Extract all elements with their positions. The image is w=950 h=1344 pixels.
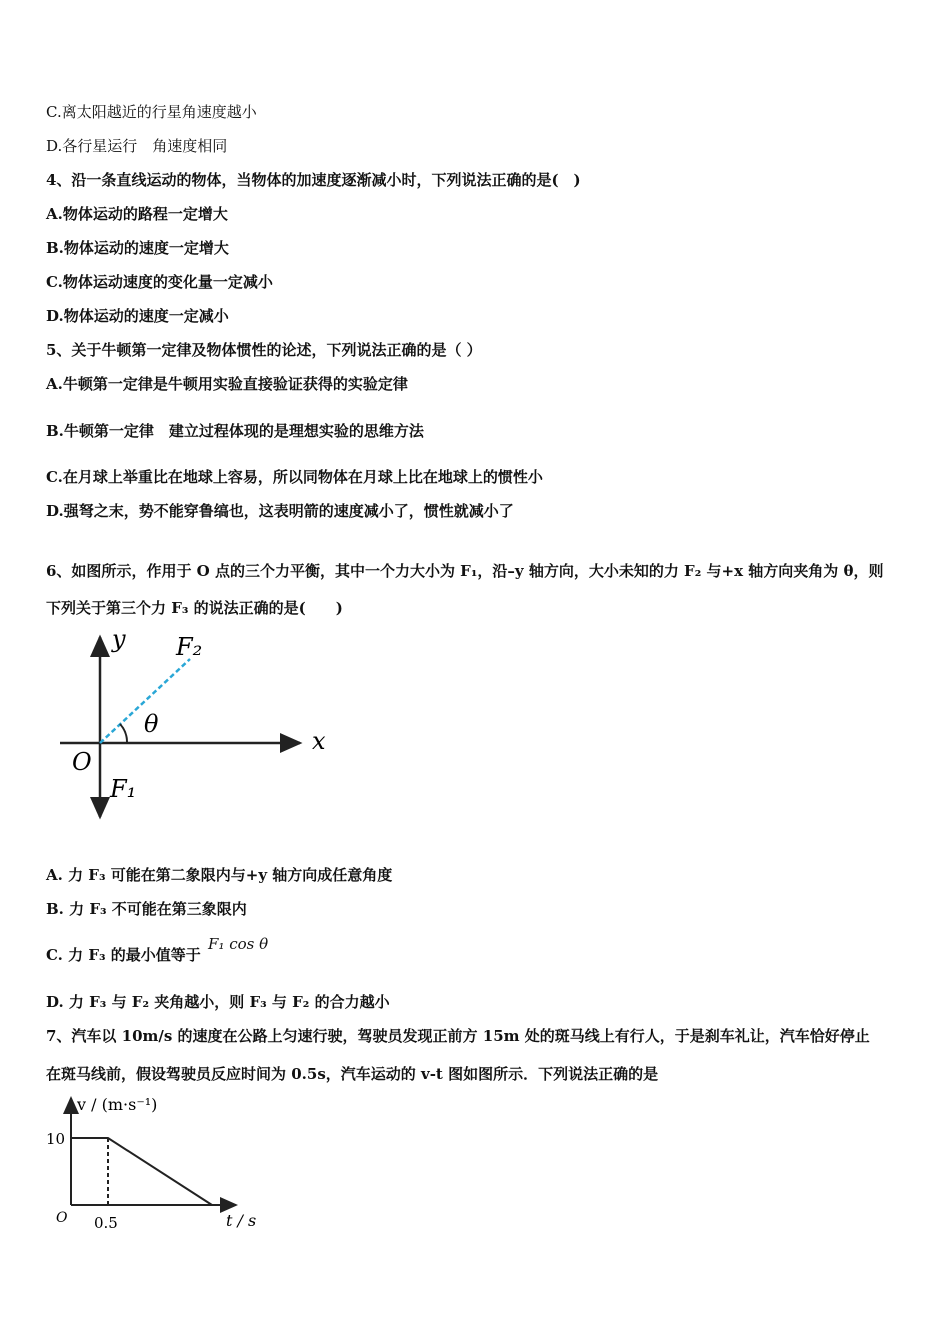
q6-stem-line1: 6、如图所示，作用于 O 点的三个力平衡，其中一个力大小为 F₁，沿–y 轴方向，大小未知的力 F₂ 与+x 轴方向夹角为 θ，则 xyxy=(46,562,884,580)
y-axis-label: y xyxy=(112,625,126,653)
x-axis-label: x xyxy=(312,727,326,755)
q5-option-b: B.牛顿第一定律 建立过程体现的是理想实验的思维方法 xyxy=(46,422,424,440)
q4-option-a: A.物体运动的路程一定增大 xyxy=(46,205,228,223)
q6-option-c xyxy=(46,935,269,965)
v-tick-10: 10 xyxy=(46,1130,66,1148)
t-tick-0.5: 0.5 xyxy=(94,1214,118,1232)
q3-option-d: D.各行星运行 角速度相同 xyxy=(46,137,228,155)
q7-stem-line2: 在斑马线前，假设驾驶员反应时间为 0.5s，汽车运动的 v-t 图如图所示．下列说法正确的是 xyxy=(46,1065,659,1083)
q5-option-a: A.牛顿第一定律是牛顿用实验直接验证获得的实验定律 xyxy=(46,375,408,393)
velocity-curve xyxy=(71,1138,212,1205)
graph-origin: O xyxy=(56,1210,68,1226)
f1-label: F₁ xyxy=(110,775,137,803)
f2-label: F₂ xyxy=(176,633,203,661)
q6-stem-line2: 下列关于第三个力 F₃ 的说法正确的是( ) xyxy=(46,599,343,617)
q6-option-a: A. 力 F₃ 可能在第二象限内与+y 轴方向成任意角度 xyxy=(46,866,393,884)
angle-arc xyxy=(120,724,127,743)
q5-stem: 5、关于牛顿第一定律及物体惯性的论述，下列说法正确的是（ ） xyxy=(46,341,482,359)
q6-option-c-text: C. 力 F₃ 的最小值等于 xyxy=(46,946,201,964)
q4-option-c: C.物体运动速度的变化量一定减小 xyxy=(46,273,273,291)
q3-option-c: C.离太阳越近的行星角速度越小 xyxy=(46,103,257,121)
q5-option-c: C.在月球上举重比在地球上容易，所以同物体在月球上比在地球上的惯性小 xyxy=(46,468,543,486)
q4-option-b: B.物体运动的速度一定增大 xyxy=(46,239,229,257)
q4-option-d: D.物体运动的速度一定减小 xyxy=(46,307,229,325)
q6-option-b: B. 力 F₃ 不可能在第三象限内 xyxy=(46,900,247,918)
vt-graph xyxy=(40,1090,280,1240)
q6-option-d: D. 力 F₃ 与 F₂ 夹角越小，则 F₃ 与 F₂ 的合力越小 xyxy=(46,993,390,1011)
force-diagram xyxy=(40,625,340,825)
q4-stem: 4、沿一条直线运动的物体，当物体的加速度逐渐减小时，下列说法正确的是( ) xyxy=(46,171,581,189)
q7-stem-line1: 7、汽车以 10m/s 的速度在公路上匀速行驶，驾驶员发现正前方 15m 处的斑马线上有行人，于是刹车礼让，汽车恰好停止 xyxy=(46,1027,870,1045)
t-axis-label: t / s xyxy=(226,1211,257,1230)
q6-option-c-formula: F₁ cos θ xyxy=(208,935,269,953)
q5-option-d: D.强弩之末，势不能穿鲁缟也，这表明箭的速度减小了，惯性就减小了 xyxy=(46,502,514,520)
v-axis-label: v / (m·s⁻¹) xyxy=(77,1095,158,1114)
theta-label: θ xyxy=(144,710,159,738)
origin-label: O xyxy=(72,748,92,776)
